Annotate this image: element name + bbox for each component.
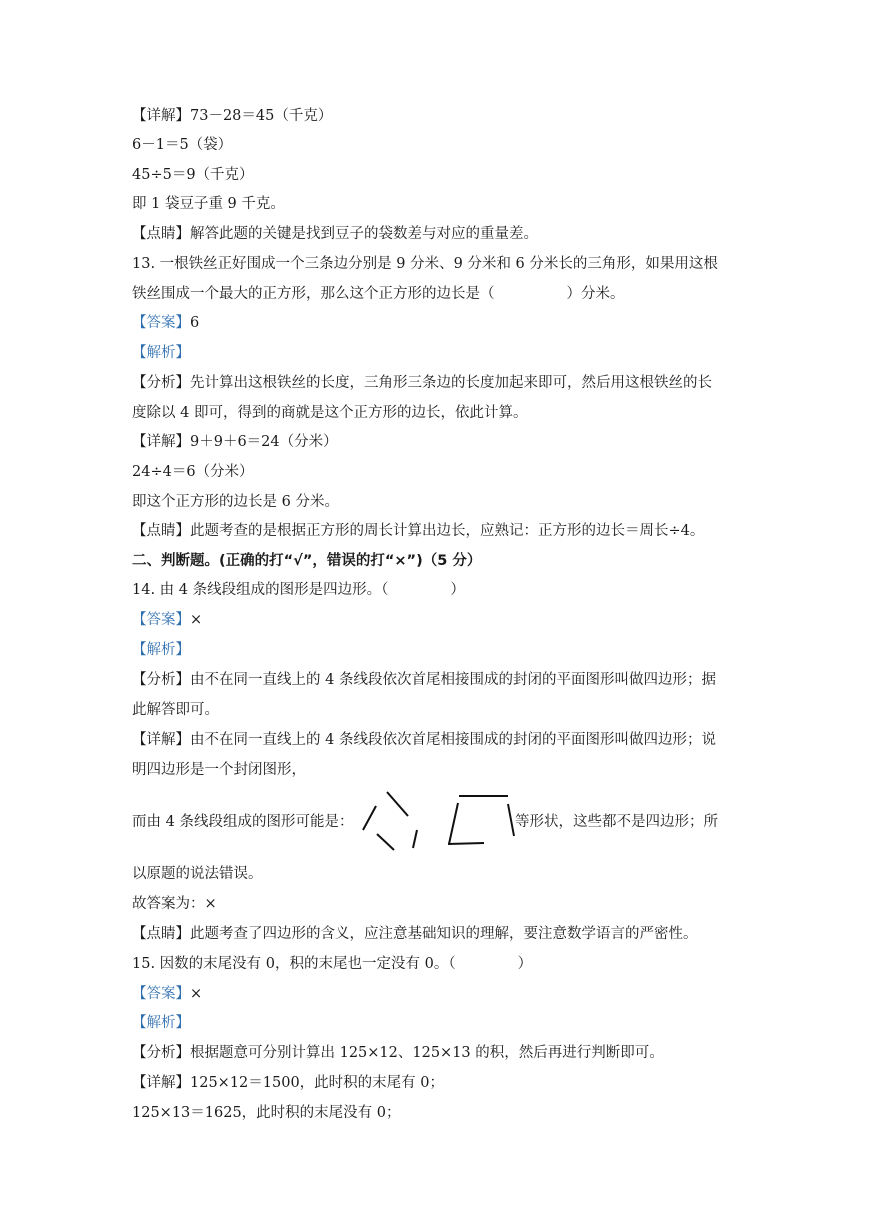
q14-detail-line-3-right: 等形状，这些都不是四边形；所 bbox=[515, 814, 718, 830]
q13-comment: 【点睛】此题考查的是根据正方形的周长计算出边长，应熟记：正方形的边长＝周长÷4。 bbox=[132, 523, 705, 539]
q15-answer-tag: 【答案】 bbox=[132, 986, 190, 1002]
bottom-segment bbox=[448, 843, 484, 844]
q15-stem bbox=[132, 954, 532, 974]
segment-2 bbox=[363, 806, 376, 830]
q14-answer bbox=[132, 610, 202, 630]
q15-fenxi: 【分析】根据题意可分别计算出 125×12、125×13 的积，然后再进行判断即可。 bbox=[132, 1045, 664, 1061]
q13-stem-part-a: 铁丝围成一个最大的正方形，那么这个正方形的边长是（ bbox=[132, 286, 495, 302]
q14-detail-line-2: 明四边形是一个封闭图形， bbox=[132, 762, 306, 778]
q14-fenxi-line-2: 此解答即可。 bbox=[132, 702, 219, 718]
q14-stem-part-b: ） bbox=[450, 582, 465, 598]
segment-3 bbox=[377, 834, 394, 850]
q13-detail-line-3: 即这个正方形的边长是 6 分米。 bbox=[132, 494, 339, 510]
q13-detail-line-2: 24÷4＝6（分米） bbox=[132, 464, 254, 480]
segment-4 bbox=[413, 830, 417, 848]
prev-detail-line-1: 【详解】73－28＝45（千克） bbox=[132, 108, 333, 124]
q14-stem-part-a: 14. 由 4 条线段组成的图形是四边形。（ bbox=[132, 582, 389, 598]
q13-detail-line-1: 【详解】9＋9＋6＝24（分米） bbox=[132, 434, 338, 450]
q15-analysis-tag: 【解析】 bbox=[132, 1015, 190, 1031]
q15-stem-part-a: 15. 因数的末尾没有 0，积的末尾也一定没有 0。（ bbox=[132, 956, 456, 972]
q13-answer bbox=[132, 313, 199, 333]
q14-detail-line-1: 【详解】由不在同一直线上的 4 条线段依次首尾相接围成的封闭的平面图形叫做四边形；说 bbox=[132, 732, 716, 748]
q14-conclusion: 故答案为：× bbox=[132, 896, 217, 912]
q14-analysis-tag: 【解析】 bbox=[132, 642, 190, 658]
scattered-segments-figure bbox=[358, 788, 428, 856]
q15-detail-line-2: 125×13＝1625，此时积的末尾没有 0； bbox=[132, 1105, 401, 1121]
right-segment bbox=[508, 804, 514, 836]
open-shape-figure bbox=[442, 790, 520, 850]
section-2-heading: 二、判断题。(正确的打“√”，错误的打“×”)（5 分） bbox=[132, 553, 482, 569]
q14-stem bbox=[132, 580, 465, 600]
q15-stem-part-b: ） bbox=[517, 956, 533, 972]
prev-detail-line-2: 6－1＝5（袋） bbox=[132, 137, 233, 153]
prev-detail-line-4: 即 1 袋豆子重 9 千克。 bbox=[132, 196, 285, 212]
q15-answer bbox=[132, 984, 202, 1004]
q14-comment: 【点睛】此题考查了四边形的含义，应注意基础知识的理解，要注意数学语言的严密性。 bbox=[132, 926, 698, 942]
q13-answer-value: 6 bbox=[190, 315, 200, 331]
q13-stem-line-1: 13. 一根铁丝正好围成一个三条边分别是 9 分米、9 分米和 6 分米长的三角形，如果用这根 bbox=[132, 256, 718, 272]
q15-detail-line-1: 【详解】125×12＝1500，此时积的末尾有 0； bbox=[132, 1075, 445, 1091]
q15-answer-value: × bbox=[190, 986, 203, 1002]
q14-fenxi-line-1: 【分析】由不在同一直线上的 4 条线段依次首尾相接围成的封闭的平面图形叫做四边形；据 bbox=[132, 672, 716, 688]
left-segment bbox=[449, 803, 458, 844]
q14-answer-value: × bbox=[190, 612, 203, 628]
q13-analysis-tag: 【解析】 bbox=[132, 345, 190, 361]
q13-fenxi-line-2: 度除以 4 即可，得到的商就是这个正方形的边长，依此计算。 bbox=[132, 405, 528, 421]
q13-stem-part-b: ）分米。 bbox=[566, 286, 625, 302]
q14-answer-tag: 【答案】 bbox=[132, 612, 190, 628]
q13-answer-tag: 【答案】 bbox=[132, 315, 190, 331]
segment-1 bbox=[387, 792, 408, 816]
prev-comment: 【点睛】解答此题的关键是找到豆子的袋数差与对应的重量差。 bbox=[132, 226, 538, 242]
q13-stem-line-2 bbox=[132, 284, 625, 304]
q14-detail-line-3-left: 而由 4 条线段组成的图形可能是： bbox=[132, 814, 354, 830]
q14-detail-line-4: 以原题的说法错误。 bbox=[132, 866, 263, 882]
q13-fenxi-line-1: 【分析】先计算出这根铁丝的长度，三角形三条边的长度加起来即可，然后用这根铁丝的长 bbox=[132, 375, 712, 391]
prev-detail-line-3: 45÷5＝9（千克） bbox=[132, 167, 254, 183]
